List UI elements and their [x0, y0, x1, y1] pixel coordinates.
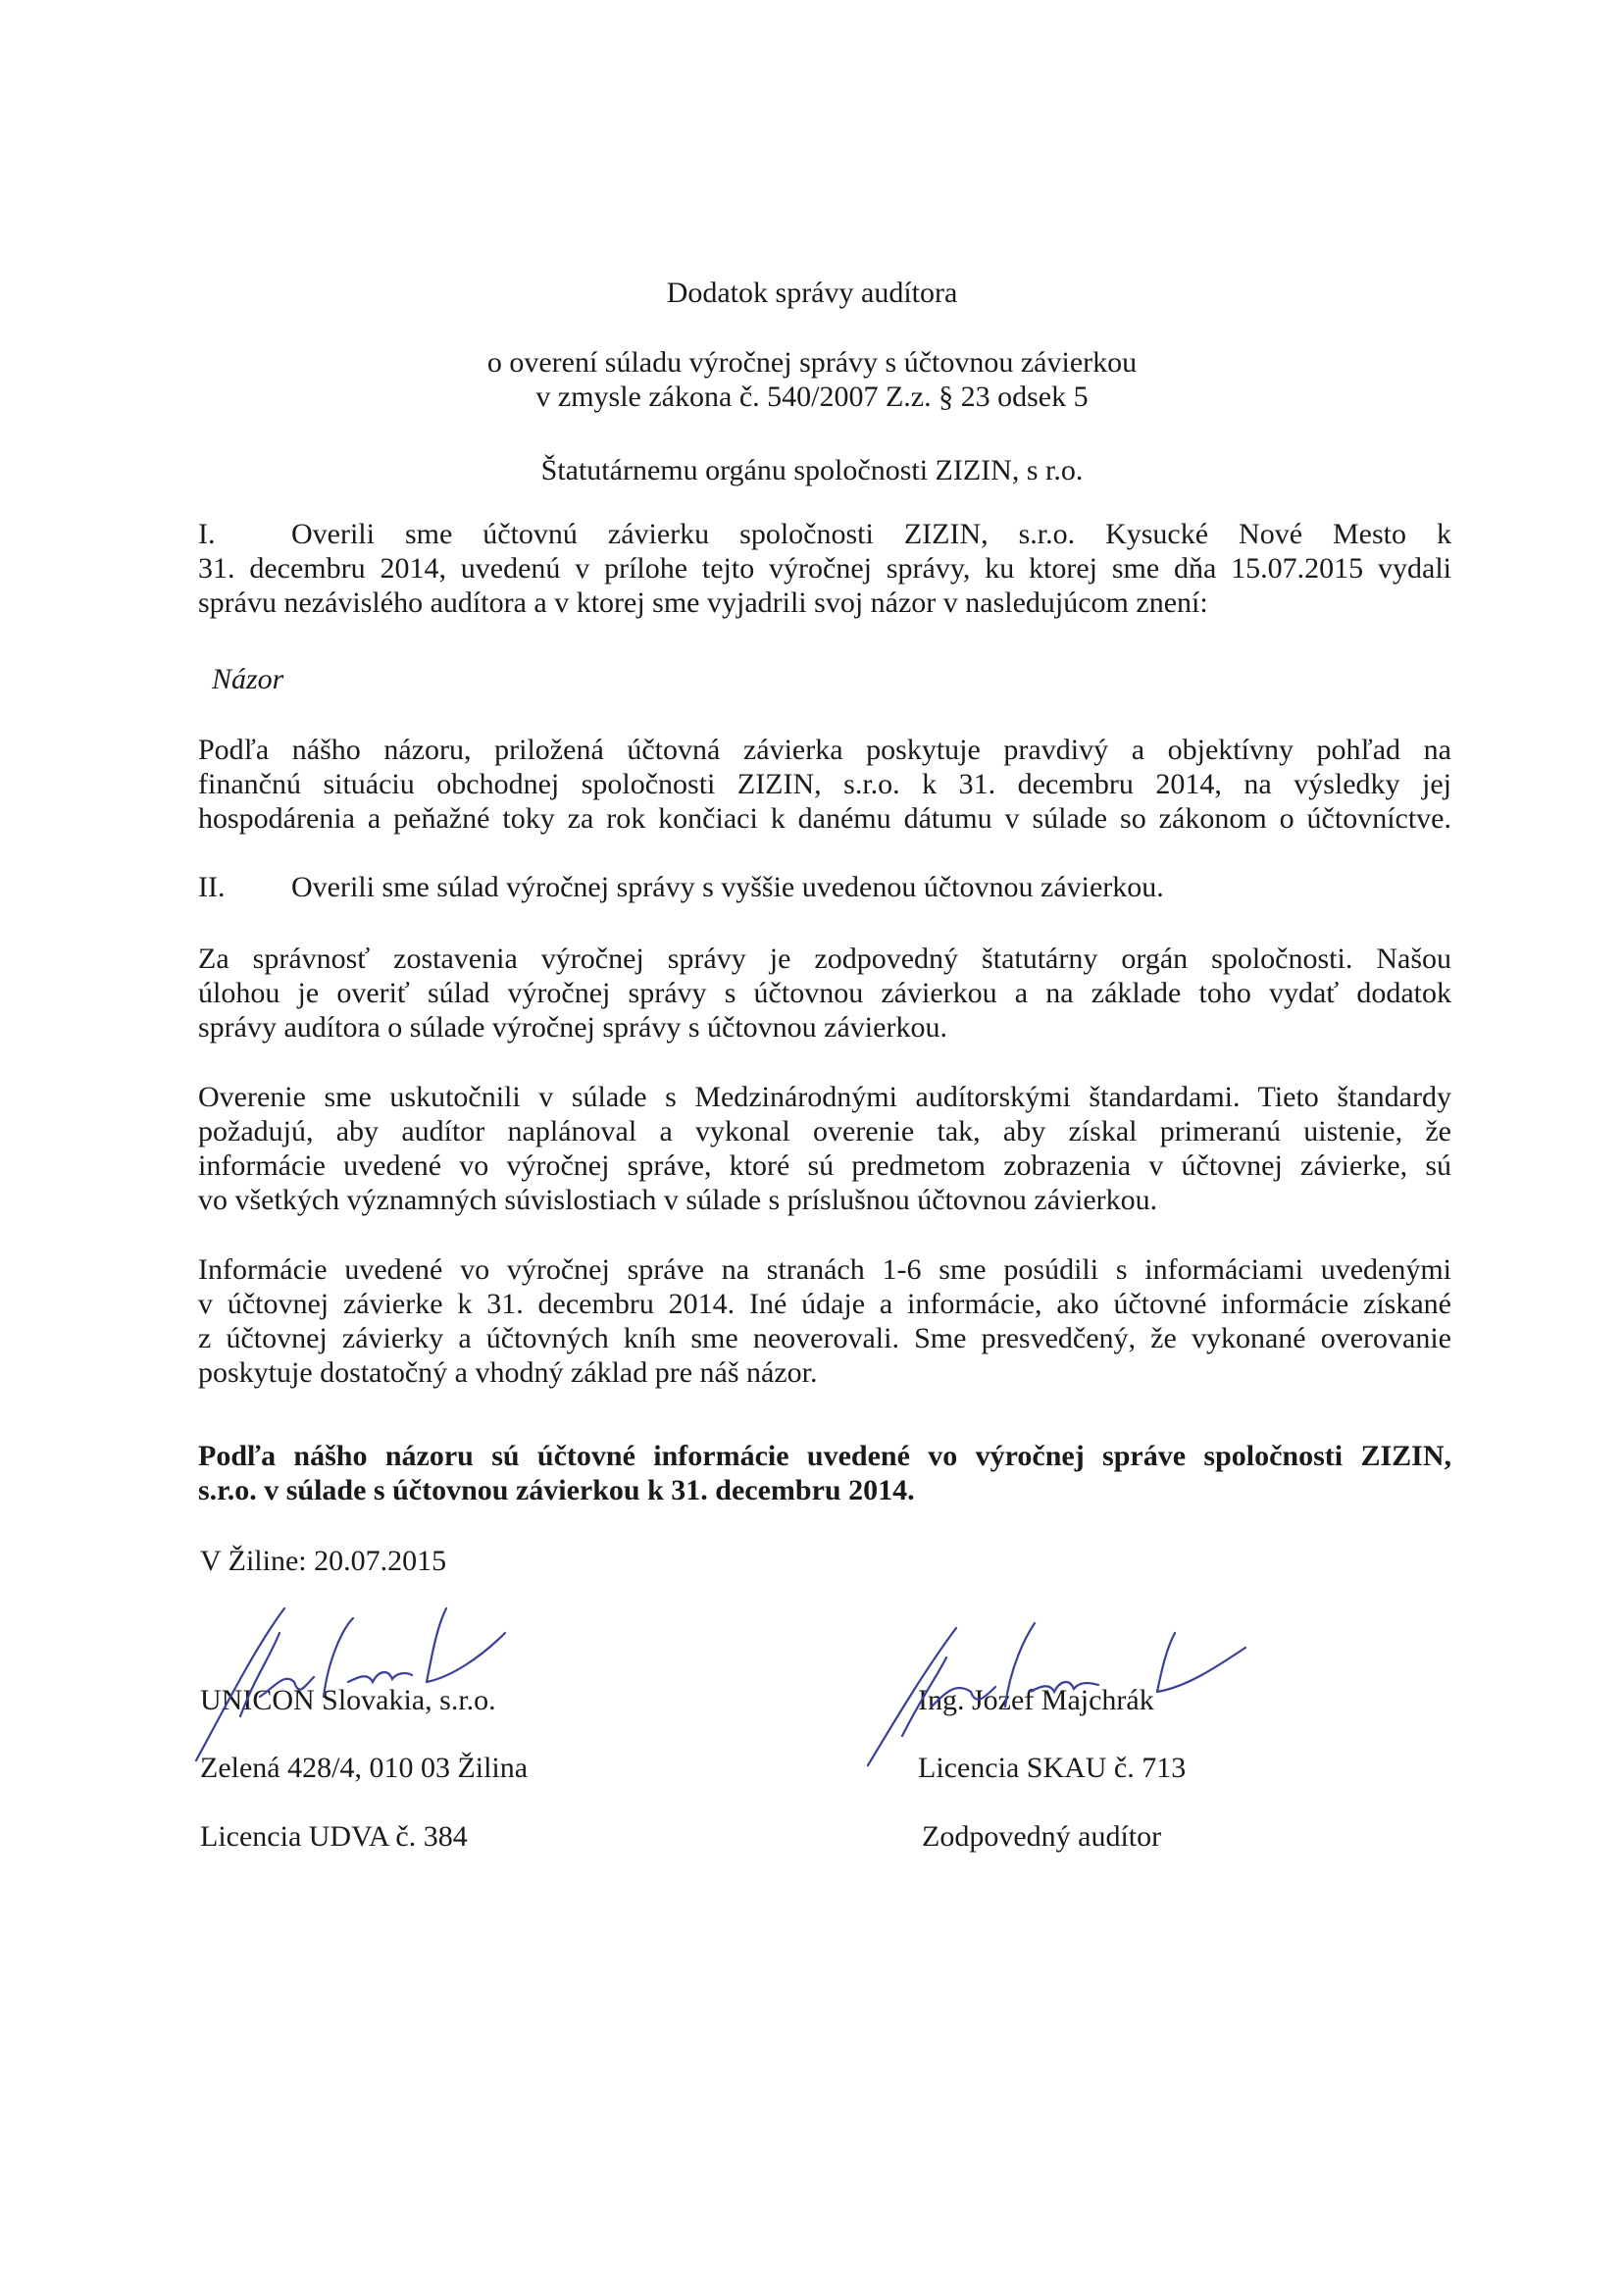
text-line: vo všetkých významných súvislostiach v súlade s príslušnou účtovnou závierkou.: [198, 1184, 1158, 1216]
opinion-heading: Názor: [212, 663, 284, 695]
text-line: z účtovnej závierky a účtovných kníh sme neoverovali. Sme presvedčený, že vykonané overovanie: [198, 1322, 1451, 1354]
scope-paragraph: [198, 1252, 1451, 1390]
addressee: Štatutárnemu orgánu spoločnosti ZIZIN, s r.o.: [540, 454, 1084, 486]
firm-address: Zelená 428/4, 010 03 Žilina: [200, 1752, 529, 1784]
firm-license: Licencia UDVA č. 384: [200, 1820, 468, 1853]
opinion-paragraph: [198, 733, 1451, 836]
section1-paragraph: [198, 517, 1451, 620]
text-line: s.r.o. v súlade s účtovnou závierkou k 31. decembru 2014.: [198, 1474, 915, 1506]
subtitle-line: o overení súladu výročnej správy s účtovnou závierkou: [486, 346, 1138, 379]
text-line: v účtovnej závierke k 31. decembru 2014. Iné údaje a informácie, ako účtovné informácie získané: [198, 1288, 1451, 1320]
text-line: Overili sme účtovnú závierku spoločnosti ZIZIN, s.r.o. Kysucké Nové Mesto k: [291, 518, 1451, 550]
auditor-license: Licencia SKAU č. 713: [918, 1752, 1187, 1784]
conclusion-paragraph: [198, 1439, 1451, 1507]
section2-text: Overili sme súlad výročnej správy s vyššie uvedenou účtovnou závierkou.: [291, 871, 1164, 903]
responsibility-paragraph: [198, 942, 1451, 1045]
text-line: poskytuje dostatočný a vhodný základ pre náš názor.: [198, 1356, 818, 1389]
text-line: informácie uvedené vo výročnej správe, ktoré sú predmetom zobrazenia v účtovnej závierke, sú: [198, 1149, 1451, 1182]
section-numeral: I.: [198, 518, 216, 550]
text-line: správy audítora o súlade výročnej správy s účtovnou závierkou.: [198, 1011, 947, 1044]
text-line: finančnú situáciu obchodnej spoločnosti ZIZIN, s.r.o. k 31. decembru 2014, na výsledky jej: [198, 768, 1451, 800]
text-line: hospodárenia a peňažné toky za rok končiaci k danému dátumu v súlade so zákonom o účtovníctve.: [198, 802, 1451, 835]
right-signature: [863, 1599, 1353, 1775]
text-line: požadujú, aby audítor naplánoval a vykonal overenie tak, aby získal primeranú uistenie, že: [198, 1115, 1451, 1147]
text-line: úlohou je overiť súlad výročnej správy s účtovnou závierkou a na základe toho vydať dodatok: [198, 977, 1451, 1009]
text-line: Podľa nášho názoru sú účtovné informácie uvedené vo výročnej správe spoločnosti ZIZIN,: [198, 1440, 1451, 1472]
auditor-name: Ing. Jozef Majchrák: [918, 1684, 1154, 1716]
auditor-role: Zodpovedný audítor: [922, 1820, 1162, 1853]
firm-name: UNICON Slovakia, s.r.o.: [200, 1684, 496, 1716]
document-title: Dodatok správy audítora: [666, 277, 958, 309]
left-signature: [186, 1589, 628, 1765]
text-line: Podľa nášho názoru, priložená účtovná závierka poskytuje pravdivý a objektívny pohľad na: [198, 734, 1451, 766]
text-line: Informácie uvedené vo výročnej správe na stranách 1-6 sme posúdili s informáciami uvedenými: [198, 1253, 1451, 1286]
text-line: 31. decembru 2014, uvedenú v prílohe tejto výročnej správy, ku ktorej sme dňa 15.07.2015 vydali: [198, 552, 1451, 585]
text-line: Za správnosť zostavenia výročnej správy je zodpovedný štatutárny orgán spoločnosti. Našou: [198, 943, 1451, 975]
subtitle-line: v zmysle zákona č. 540/2007 Z.z. § 23 odsek 5: [535, 381, 1089, 413]
place-date: V Žiline: 20.07.2015: [200, 1545, 447, 1577]
text-line: Overenie sme uskutočnili v súlade s Medzinárodnými audítorskými štandardami. Tieto štandardy: [198, 1081, 1451, 1113]
text-line: správu nezávislého audítora a v ktorej sme vyjadrili svoj názor v nasledujúcom znení:: [198, 586, 1208, 619]
section-numeral: II.: [198, 871, 226, 903]
standards-paragraph: [198, 1080, 1451, 1217]
